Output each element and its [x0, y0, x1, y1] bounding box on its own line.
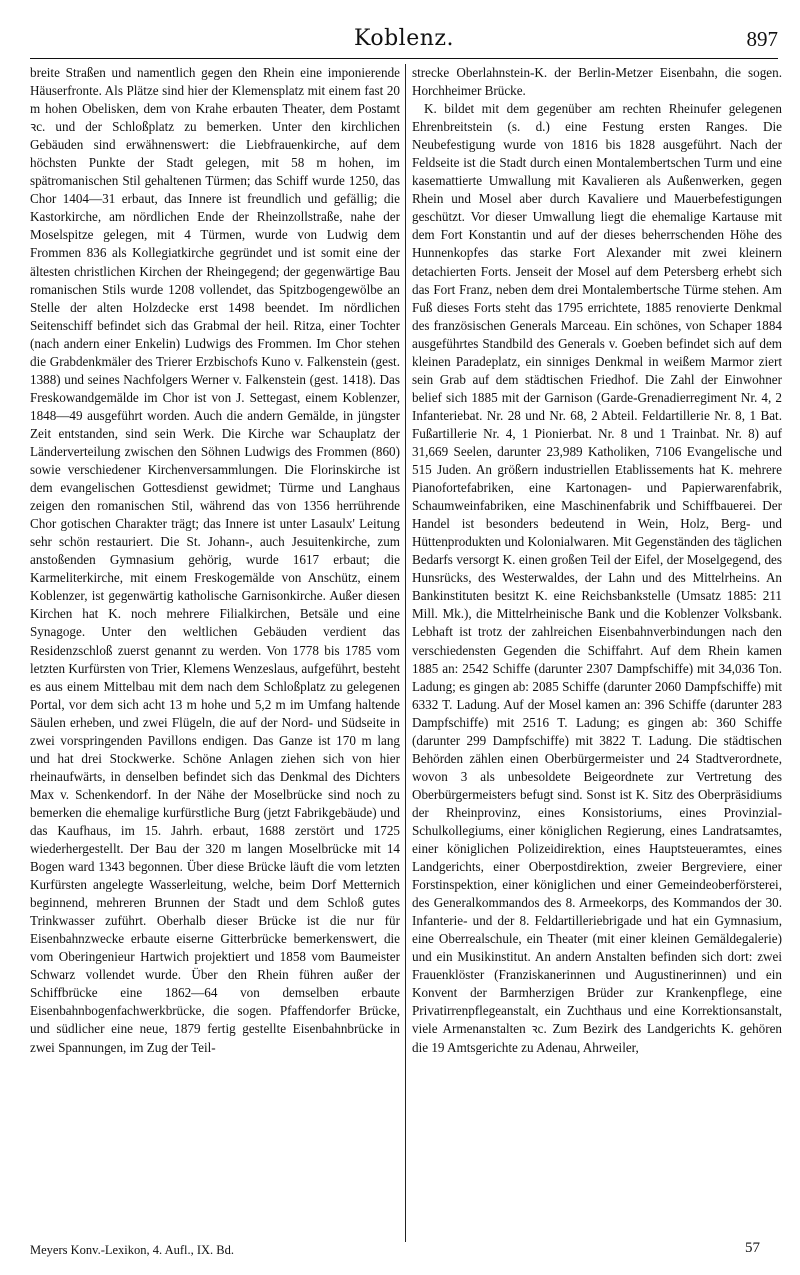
page-footer — [30, 1240, 778, 1267]
page-header — [30, 24, 778, 59]
signature-number: 57 — [745, 1240, 760, 1256]
paragraph: K. bildet mit dem gegenüber am rechten Rheinufer gelegenen Ehrenbreitstein (s. d.) eine Festung ersten Ranges. Die Neubefestigung wurde von 1816 bis 1828 ausgeführt. Nach der Feldseite ist die Stadt durch einen Montalembertschen Turm und eine kasemattierte Umwallung mit Kavalieren als Außenwerken, gegen Rhein und Mosel aber durch Kavaliere und Mauerbefestigungen geschützt. Vor dieser Umwallung liegt die ehemalige Kartause mit dem Fort Konstantin und auf der dieses beherrschenden Höhe des Hunnenkopfes das starke Fort Alexander mit zwei kleinern detachierten Forts. Jenseit der Mosel auf dem Petersberg erhebt sich das Fort Franz, neben dem drei Montalembertsche Türme stehen. Am Fuß dieses Forts steht das 1795 errichtete, 1885 renovierte Denkmal des französischen Generals Marceau. Ein schönes, von Schaper 1884 ausgeführtes Standbild des Generals v. Goeben befindet sich auf dem kleinen Paradeplatz, ein sinniges Denkmal in weißem Marmor ziert sein Grab auf dem städtischen Friedhof. Die Zahl der Einwohner belief sich 1885 mit der Garnison (Garde-Grenadierregiment Nr. 4, 2 Infanteriebat. Nr. 28 und Nr. 68, 2 Abteil. Feldartillerie Nr. 8, 1 Bat. Fußartillerie Nr. 4, 1 Pionierbat. Nr. 8 und 1 Trainbat. Nr. 8) auf 31,669 Seelen, darunter 23,989 Katholiken, 7106 Evangelische und 515 Juden. An größern industriellen Etablissements hat K. mehrere Pianofortefabriken, eine Kartonagen- und Papierwarenfabrik, Schaumweinfabriken, eine Maschinenfabrik und Schiffbauerei. Der Handel ist besonders bedeutend in Wein, Holz, Berg- und Hüttenprodukten und Kolonialwaren. Mit Gegenständen des täglichen Bedarfs versorgt K. einen großen Teil der Eifel, der Moselgegend, des Hunsrücks, des Westerwaldes, der Lahn und des Mittelrheins. An Bankinstituten besitzt K. eine Reichsbankstelle (Umsatz 1885: 211 Mill. Mk.), die Mittelrheinische Bank und die Koblenzer Volksbank. Lebhaft ist trotz der zahlreichen Eisenbahnverbindungen nach den verschiedensten Gegenden die Schiffahrt. Auf dem Rhein kamen 1885 an: 2542 Schiffe (darunter 2307 Dampfschiffe) mit 34,036 Ton. Ladung; es gingen ab: 2085 Schiffe (darunter 2060 Dampfschiffe) mit 6332 T. Ladung. Auf der Mosel kamen an: 396 Schiffe (darunter 283 Dampfschiffe) mit 2516 T. Ladung; es gingen ab: 360 Schiffe (darunter 299 Dampfschiffe) mit 3822 T. Ladung. Die städtischen Behörden zählen einen Oberbürgermeister und 24 Stadtverordnete, wovon 3 als unbesoldete Beigeordnete zur Vertretung des Oberbürgermeisters befugt sind. Sonst ist K. Sitz des Oberpräsidiums der Rheinprovinz, eines Konsistoriums, eines Provinzial-Schulkollegiums, einer königlichen Regierung, eines Landratsamtes, einer königlichen Polizeidirektion, eines Hauptsteueramtes, eines Landgerichts, einer Oberpostdirektion, zweier Bergreviere, einer Forstinspektion, einer königlichen und einer Gemeindeoberförsterei, des Generalkommandos des 8. Armeekorps, des Kommandos der 30. Infanterie- und der 8. Feldartilleriebrigade und hat ein Gymnasium, eine Oberrealschule, ein Theater (mit einer kleinen Gemäldegalerie) und ein Musikinstitut. An andern Anstalten befinden sich dort: zwei Frauenklöster (Franziskanerinnen und Augustinerinnen) und ein Konvent der Barmherzigen Brüder zur Krankenpflege, eine Privatirrenpflegeanstalt, ein Zuchthaus und eine Korrektionsanstalt, viele Armenanstalten ꝛc. Zum Bezirk des Landgerichts K. gehören die 19 Amtsgerichte zu Adenau, Ahrweiler, — [412, 101, 782, 1055]
running-title: Koblenz. — [354, 26, 454, 51]
paragraph: breite Straßen und namentlich gegen den Rhein eine imponierende Häuserfronte. Als Plätze sind hier der Klemensplatz mit einem fast 20 m hohen Obelisken, dem von Krahe erbauten Theater, dem Postamt ꝛc. und der Schloßplatz zu bemerken. Unter den kirchlichen Gebäuden sind erwähnenswert: die Liebfrauenkirche, auf dem höchsten Punkte der Stadt gelegen, mit 58 m hohen, im spätromanischen Stil gehaltenen Türmen; das Schiff wurde 1250, das Chor 1404—31 erbaut, das Innere ist freundlich und gefällig; die Kastorkirche, am nördlichen Ende der Rheinzollstraße, nahe der Moselspitze gelegen, mit 4 Türmen, wurde von Ludwig dem Frommen 836 als Kollegiatkirche gegründet und ist somit eine der ältesten christlichen Kirchen der Rheingegend; der gegenwärtige Bau romanischen Stils wurde 1208 vollendet, das Spitzbogengewölbe an Stelle der alten Holzdecke erst 1498 beendet. Im nördlichen Seitenschiff befindet sich das Grabmal der heil. Ritza, einer Tochter (nach andern einer Enkelin) Ludwigs des Frommen. Im Chor stehen die Grabdenkmäler des Trierer Erzbischofs Kuno v. Falkenstein (gest. 1388) und seines Nachfolgers Werner v. Falkenstein (gest. 1418). Das Freskowandgemälde im Chor ist von J. Settegast, einem Koblenzer, 1848—49 ausgeführt worden. Auch die andern Gemälde, in jüngster Zeit entstanden, sind sein Werk. Die Kirche war Schauplatz der Länderverteilung zwischen den Söhnen Ludwigs des Frommen (860) sowie verschiedener Kirchenversammlungen. Die Florinskirche ist dem evangelischen Gottesdienst gewidmet; Türme und Langhaus zeigen den romanischen Stil, während das von 1356 herrührende Chor gotischen Charakter trägt; das Innere ist unter Lasaulx' Leitung sehr schön restauriert. Die St. Johann-, auch Jesuitenkirche, zum anstoßenden Gymnasium gehörig, wurde 1617 erbaut; die Karmeliterkirche, mit einem Freskogemälde von Anschütz, einem Koblenzer, ist gegenwärtig katholische Garnisonkirche. Außer diesen Kirchen hat K. noch mehrere Filialkirchen, Betsäle und eine Synagoge. Unter den weltlichen Gebäuden verdient das Residenzschloß zuerst genannt zu werden. Von 1778 bis 1785 vom letzten Kurfürsten von Trier, Klemens Wenzeslaus, aufgeführt, besteht es aus einem Mittelbau mit dem nach dem Schloßplatz zu gelegenen Portal, vor dem sich acht 13 m hohe und 5,2 m im Umfang haltende Säulen erheben, und zwei Flügeln, die auf der Nord- und Südseite in zwei vorspringenden Pavillons endigen. Das Ganze ist 170 m lang und hat drei Stockwerke. Schöne Anlagen ziehen sich von hier rheinaufwärts, in denselben befindet sich das Denkmal des Dichters Max v. Schenkendorf. In der Nähe der Moselbrücke sind noch zu bemerken die ehemalige kurfürstliche Burg (jetzt Fabrikgebäude) und das Kaufhaus, im 15. Jahrh. erbaut, 1688 zerstört und 1725 wiederhergestellt. Der Bau der 320 m langen Moselbrücke mit 14 Bogen ward 1343 begonnen. Über diese Brücke läuft die vom letzten Kurfürsten angelegte Wasserleitung, welche, beim Dorf Metternich beginnend, mehreren Brunnen der Stadt und dem Schloß gutes Trinkwasser zuführt. Oberhalb dieser Brücke ist die nur für Eisenbahnzwecke erbaute eiserne Gitterbrücke bemerkenswert, die vom Oberingenieur Hartwich projektiert und 1858 vom Baumeister Schwarz vollendet wurde. Über den Rhein führen außer der Schiffbrücke eine 1862—64 von demselben erbaute Eisenbahnbogenfachwerkbrücke, die sogen. Pfaffendorfer Brücke, und südlicher eine neue, 1879 fertig gestellte Eisenbahnbrücke in zwei Spannungen, im Zug der Teil- — [30, 65, 400, 1055]
right-column — [412, 64, 782, 1239]
left-column — [30, 64, 400, 1239]
page-number: 897 — [746, 27, 778, 51]
text-columns — [30, 64, 782, 1239]
paragraph: strecke Oberlahnstein-K. der Berlin-Metzer Eisenbahn, die sogen. Horchheimer Brücke. — [412, 65, 782, 99]
source-citation: Meyers Konv.-Lexikon, 4. Aufl., IX. Bd. — [30, 1243, 235, 1257]
column-divider — [405, 64, 406, 1242]
